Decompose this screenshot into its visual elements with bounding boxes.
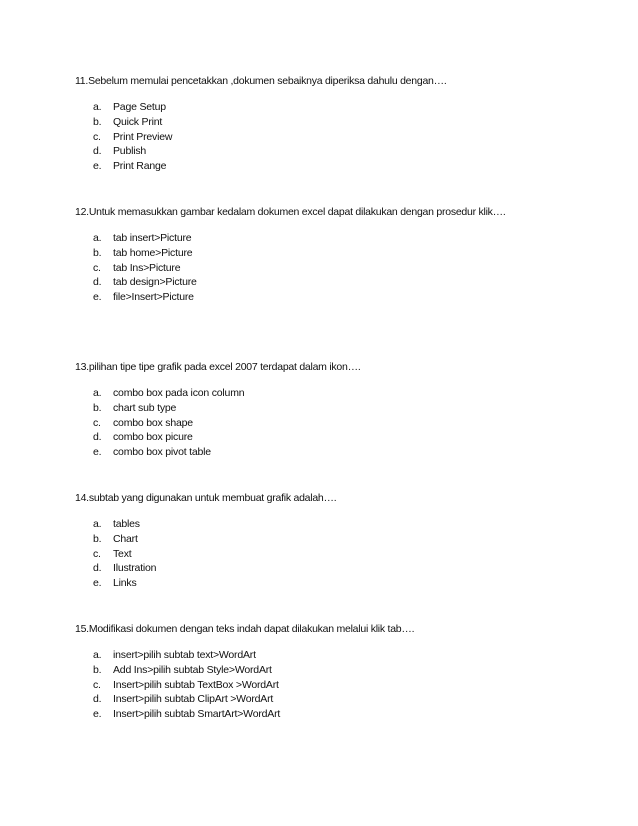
option-list: [75, 386, 595, 460]
question-15: [75, 622, 595, 722]
option-letter: c.: [93, 416, 101, 429]
option-letter: c.: [93, 130, 101, 143]
option-letter: a.: [93, 649, 102, 661]
option-text: Insert>pilih subtab ClipArt >WordArt: [113, 693, 274, 706]
option-item: [75, 648, 595, 663]
option-text: Chart: [113, 532, 138, 545]
option-list: [75, 231, 595, 305]
question-13: [75, 360, 595, 460]
option-letter: a.: [93, 232, 102, 244]
option-item: [75, 692, 595, 707]
option-item: [75, 547, 595, 562]
option-letter: a.: [93, 387, 102, 399]
option-item: [75, 532, 595, 547]
question-14: [75, 491, 595, 591]
option-text: tables: [113, 518, 140, 530]
option-item: [75, 576, 595, 591]
option-letter: b.: [93, 663, 102, 676]
option-text: file>Insert>Picture: [113, 291, 194, 304]
option-item: [75, 678, 595, 693]
option-text: Insert>pilih subtab SmartArt>WordArt: [113, 708, 281, 721]
option-item: [75, 246, 595, 261]
option-letter: b.: [93, 115, 102, 128]
question-12: [75, 205, 595, 305]
option-text: Links: [113, 577, 137, 590]
option-item: [75, 707, 595, 722]
option-text: Ilustration: [113, 562, 157, 575]
option-letter: b.: [93, 532, 102, 545]
option-text: combo box shape: [113, 416, 193, 429]
question-text: 15.Modifikasi dokumen dengan teks indah dapat dilakukan melalui klik tab….: [75, 623, 415, 635]
option-letter: d.: [93, 693, 102, 706]
option-text: chart sub type: [113, 401, 177, 414]
option-item: [75, 231, 595, 246]
option-text: Quick Print: [113, 115, 163, 128]
question-11: [75, 74, 595, 174]
option-text: tab Ins>Picture: [113, 261, 181, 274]
option-item: [75, 159, 595, 174]
option-text: Text: [113, 547, 132, 560]
option-item: [75, 275, 595, 290]
option-text: Insert>pilih subtab TextBox >WordArt: [113, 678, 279, 691]
option-text: Publish: [113, 145, 147, 158]
option-letter: e.: [93, 577, 102, 590]
option-letter: c.: [93, 261, 101, 274]
option-text: tab insert>Picture: [113, 232, 192, 244]
option-text: tab design>Picture: [113, 276, 197, 289]
option-item: [75, 261, 595, 276]
option-letter: b.: [93, 246, 102, 259]
option-item: [75, 401, 595, 416]
option-item: [75, 517, 595, 532]
option-item: [75, 115, 595, 130]
option-letter: e.: [93, 446, 102, 459]
question-text: 11.Sebelum memulai pencetakkan ,dokumen sebaiknya diperiksa dahulu dengan….: [75, 75, 447, 87]
option-list: [75, 648, 595, 722]
option-letter: d.: [93, 145, 102, 158]
option-letter: d.: [93, 276, 102, 289]
option-item: [75, 416, 595, 431]
option-list: [75, 517, 595, 591]
option-letter: d.: [93, 431, 102, 444]
option-letter: e.: [93, 708, 102, 721]
question-text: 14.subtab yang digunakan untuk membuat grafik adalah….: [75, 492, 337, 504]
option-text: combo box picure: [113, 431, 193, 444]
option-letter: c.: [93, 547, 101, 560]
option-item: [75, 445, 595, 460]
option-text: Add Ins>pilih subtab Style>WordArt: [113, 663, 272, 676]
option-text: tab home>Picture: [113, 246, 193, 259]
option-letter: e.: [93, 291, 102, 304]
option-item: [75, 144, 595, 159]
option-letter: a.: [93, 101, 102, 113]
option-letter: d.: [93, 562, 102, 575]
option-text: combo box pivot table: [113, 446, 211, 459]
option-item: [75, 663, 595, 678]
option-item: [75, 290, 595, 305]
option-text: Print Preview: [113, 130, 173, 143]
option-item: [75, 130, 595, 145]
option-letter: c.: [93, 678, 101, 691]
option-letter: e.: [93, 160, 102, 173]
option-text: combo box pada icon column: [113, 387, 245, 399]
option-item: [75, 100, 595, 115]
option-text: Print Range: [113, 160, 167, 173]
option-letter: b.: [93, 401, 102, 414]
option-item: [75, 386, 595, 401]
question-text: 13.pilihan tipe tipe grafik pada excel 2007 terdapat dalam ikon….: [75, 361, 361, 373]
option-item: [75, 561, 595, 576]
option-text: Page Setup: [113, 101, 166, 113]
option-list: [75, 100, 595, 174]
option-item: [75, 430, 595, 445]
question-text: 12.Untuk memasukkan gambar kedalam dokumen excel dapat dilakukan dengan prosedur klik….: [75, 206, 506, 218]
option-letter: a.: [93, 518, 102, 530]
option-text: insert>pilih subtab text>WordArt: [113, 649, 256, 661]
